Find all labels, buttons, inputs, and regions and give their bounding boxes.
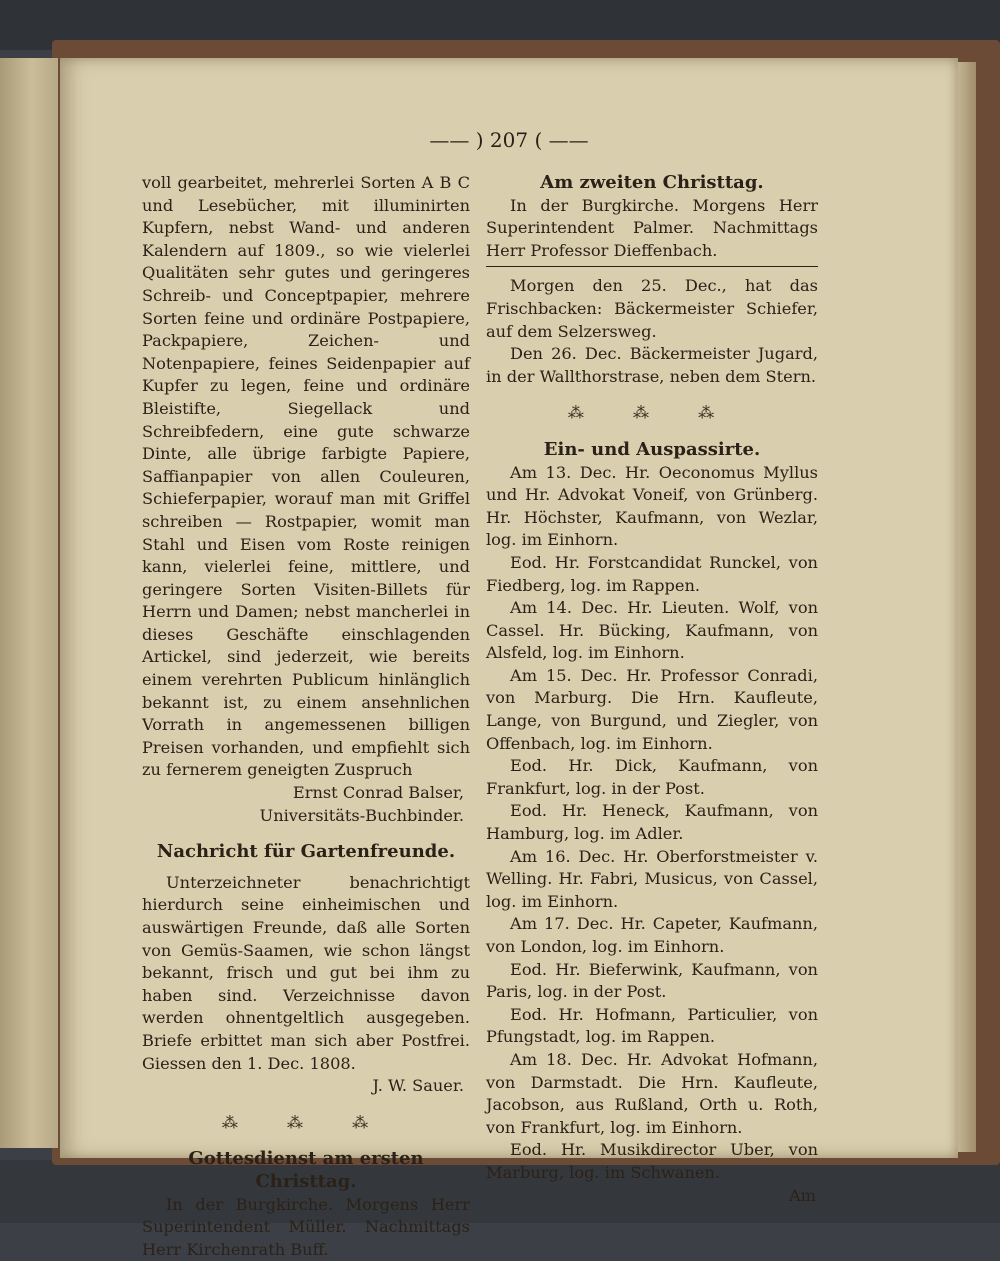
- notice-text: Unterzeichneter benachrichtigt hierdurch seine einheimischen und auswärtigen Freunde, daß alle Sorten von Gemüs-Saamen, wie schon längst bekannt, frisch und gut bei ihm zu haben sind. Verzeichnisse davon werden ohnentgeltlich ausgegeben. Briefe erbittet man sich aber Postfrei. Giessen den 1. Dec. 1808.: [142, 872, 470, 1073]
- arrival-entry: Am 16. Dec. Hr. Oberforstmeister v. Welling. Hr. Fabri, Musicus, von Cassel, log. im Einhorn.: [486, 846, 818, 911]
- arrival-entry: Eod. Hr. Bieferwink, Kaufmann, von Paris, log. in der Post.: [486, 959, 818, 1002]
- arrival-entry: Am 13. Dec. Hr. Oeconomus Myllus und Hr. Advokat Voneif, von Grünberg. Hr. Höchster, Kaufmann, von Wezlar, log. im Einhorn.: [486, 462, 818, 550]
- ornament: ⁂ ⁂ ⁂: [221, 1112, 391, 1132]
- facing-page-edge: [0, 58, 58, 1148]
- running-head: —— ) 207 ( ——: [429, 128, 589, 152]
- arrival-entry: Eod. Hr. Hofmann, Particulier, von Pfungstadt, log. im Rappen.: [486, 1004, 818, 1047]
- arrival-entry: Eod. Hr. Heneck, Kaufmann, von Hamburg, log. im Adler.: [486, 801, 818, 844]
- page-edge: [958, 62, 976, 1152]
- arrival-entry: Am 15. Dec. Hr. Professor Conradi, von Marburg. Die Hrn. Kaufleute, Lange, von Burgund, und Ziegler, von Offenbach, log. im Einhorn.: [486, 665, 818, 753]
- section-heading: Am zweiten Christtag.: [540, 172, 764, 193]
- arrival-entry: Eod. Hr. Forstcandidat Runckel, von Fiedberg, log. im Rappen.: [486, 552, 818, 595]
- service-text: In der Burgkirche. Morgens Herr Superintendent Müller. Nachmittags Herr Kirchenrath Buff.: [142, 1194, 470, 1259]
- arrival-entry: Eod. Hr. Dick, Kaufmann, von Frankfurt, log. in der Post.: [486, 756, 818, 798]
- bakery-notice: Morgen den 25. Dec., hat das Frischbacken: Bäckermeister Schiefer, auf dem Selzersweg.: [486, 276, 818, 341]
- section-heading: Nachricht für Gartenfreunde.: [156, 841, 456, 863]
- section-heading: Ein- und Auspassirte.: [543, 438, 761, 460]
- service-text: In der Burgkirche. Morgens Herr Superintendent Palmer. Nachmittags Herr Professor Dieffenbach.: [486, 195, 818, 260]
- signature-name: Ernst Conrad Balser,: [292, 783, 464, 803]
- advertisement-text: voll gearbeitet, mehrerlei Sorten A B C und Lesebücher, mit illuminirten Kupfern, nebst Wand- und anderen Kalendern auf 1809., so wie vielerlei Qualitäten sehr gutes und geringeres Schreib- und Conceptpapier, mehrere Sorten feine und ordinäre Postpapiere, Packpapiere, Zeichen- und Notenpapiere, feines Seidenpapier auf Kupfer zu legen, feine und ordinäre Bleistifte, Siegellack und Schreibfedern, eine gute schwarze Dinte, alle übrige farbigte Papiere, Saffianpapier von allen Couleuren, Schieferpapier, worauf man mit Griffel schreiben — Rostpapier, womit man Stahl und Eisen vom Roste reinigen kann, vielerlei feine, mittlere, und geringere Sorten Visiten-Billets für Herrn und Damen; nebst mancherlei in dieses Geschäfte einschlagenden Artickel, sind jederzeit, wie bereits einem verehrten Publicum hinlänglich bekannt ist, zu einem ansehnlichen Vorrath in angemessenen billigen Preisen vorhanden, und empfiehlt sich zu fernerem geneigten Zuspruch: [142, 173, 470, 780]
- arrival-entry: Am 18. Dec. Hr. Advokat Hofmann, von Darmstadt. Die Hrn. Kaufleute, Jacobson, aus Rußland, Orth u. Roth, von Frankfurt, log. im Einhorn.: [486, 1049, 818, 1137]
- catchword: Am: [788, 1185, 816, 1205]
- left-column: [142, 172, 470, 1261]
- ornament: ⁂ ⁂ ⁂: [567, 403, 737, 423]
- arrival-entry: Am 14. Dec. Hr. Lieuten. Wolf, von Cassel. Hr. Bücking, Kaufmann, von Alsfeld, log. im Einhorn.: [486, 598, 818, 663]
- arrival-entry: Eod. Hr. Musikdirector Uber, von Marburg, log. im Schwanen.: [486, 1140, 818, 1182]
- section-heading: Gottesdienst am ersten Christtag.: [188, 1148, 424, 1192]
- bakery-notice: Den 26. Dec. Bäckermeister Jugard, in der Wallthorstrase, neben dem Stern.: [486, 344, 818, 386]
- signature-title: Universitäts-Buchbinder.: [259, 805, 464, 825]
- right-column: [486, 172, 818, 1207]
- signature: J. W. Sauer.: [372, 1076, 464, 1096]
- arrival-entry: Am 17. Dec. Hr. Capeter, Kaufmann, von London, log. im Einhorn.: [486, 914, 818, 956]
- divider: [486, 266, 818, 267]
